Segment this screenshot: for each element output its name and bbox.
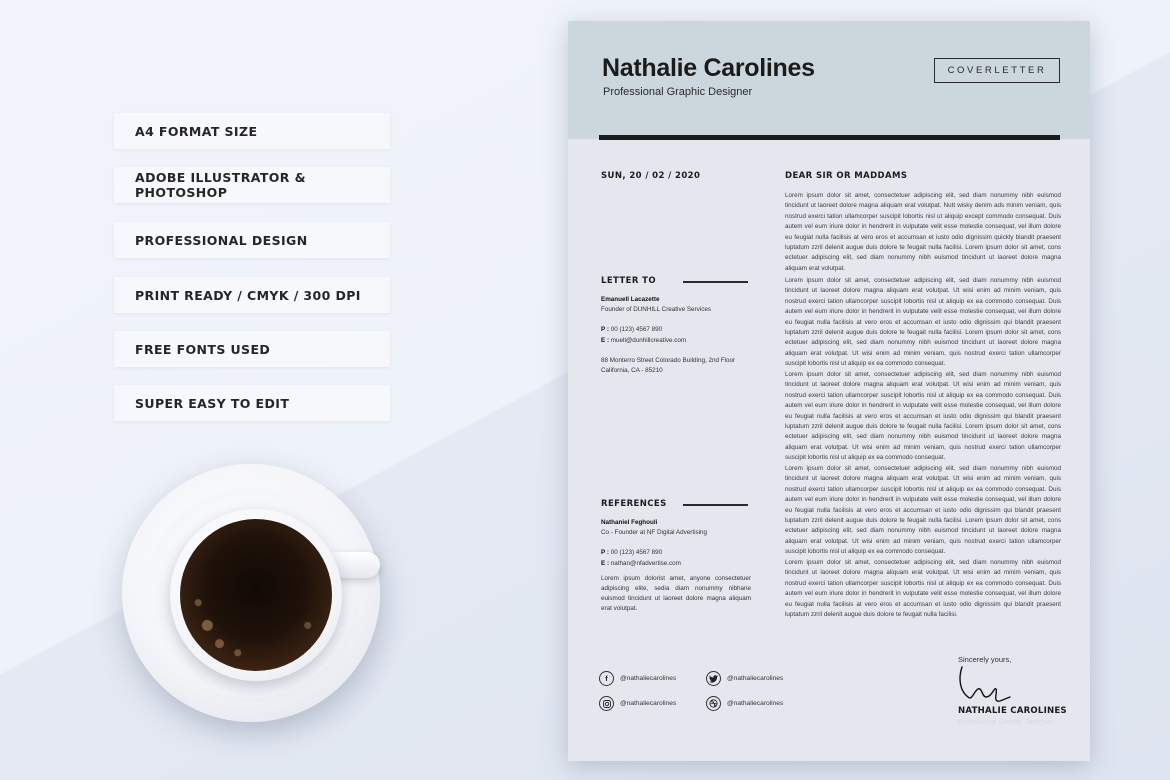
instagram-handle: @nathaliecarolines xyxy=(620,700,677,707)
feature-item: PROFESSIONAL DESIGN xyxy=(114,222,390,258)
dribbble-icon xyxy=(706,696,721,711)
facebook-icon: f xyxy=(599,671,614,686)
reference-email: nathan@nfadvertise.com xyxy=(610,559,681,567)
recipient-email-label: E : xyxy=(601,336,610,344)
reference-email-label: E : xyxy=(601,559,610,567)
reference-phone: 00 (123) 4567 890 xyxy=(610,549,663,557)
social-dribbble[interactable] xyxy=(706,696,783,711)
recipient-name: Emanuell Lacazette xyxy=(601,296,660,303)
letter-paragraph: Lorem ipsum dolor sit amet, consectetuer adipiscing elit, sed diam nonummy nibh euismod tincidunt ut laoreet dolore magna aliquam erat volutpat. Ut wisi enim ad minim veniam, quis nostrud exerci tation ullamcorper suscipit lobortis nisl ut aliquip ex ea commodo consequat. Duis autem vel eum iriure dolor in hendrerit in vulputate velit esse molestie consequat, vel illum dolore eu feugiat nulla facilisis at vero eros et accumsan et iusto odio dignissim qui blandit praesent luptatum zzril delenit augue duis dolore te feugait nulla facilisi. Lorem ipsum dolor sit amet, cons ectetuer adipiscing elit, sed diam nonummy nibh euismod tincidunt ut laoreet dolore magna aliquam erat volutpat. Ut wisi enim ad minim veniam, quis nostrud exerci tation ullamcorper suscipit lobortis nisl ut aliquip ex ea commodo consequat. xyxy=(785,465,1061,556)
recipient-phone-label: P : xyxy=(601,326,609,334)
reference-position: Co - Founder at NF Digital Advertising xyxy=(601,529,708,537)
reference-phone-label: P : xyxy=(601,549,609,557)
recipient-email: muell@dunhillcreative.com xyxy=(610,336,687,344)
recipient-address-line1: 88 Monterro Street Colorado Building, 2nd Floor xyxy=(601,356,736,364)
letter-date: SUN, 20 / 02 / 2020 xyxy=(601,171,701,181)
recipient-address-line2: California, CA - 85210 xyxy=(601,367,663,375)
letter-to-rule xyxy=(683,281,748,283)
closing-text: Sincerely yours, xyxy=(958,655,1012,664)
applicant-role: Professional Graphic Designer xyxy=(603,86,753,98)
letter-paragraph: Lorem ipsum dolor sit amet, consectetuer adipiscing elit, sed diam nonummy nibh euismod tincidunt ut laoreet dolore magna aliquam erat volutpat. Ut wisi enim ad minim veniam, quis nostrud exerci tation ullamcorper suscipit lobortis nisl ut aliquip ex ea commodo consequat. Duis autem vel eum iriure dolor in hendrerit in vulputate velit esse molestie consequat, vel illum dolore eu feugiat nulla facilisis at vero eros et accumsan et iusto odio dignissim qui blandit praesent luptatum zzril delenit augue duis dolore te feugait nulla facilisi. Lorem ipsum dolor sit amet, cons ectetuer adipiscing elit, sed diam nonummy nibh euismod tincidunt ut laoreet dolore magna aliquam erat volutpat. Ut wisi enim ad minim veniam, quis nostrud exerci tation ullamcorper suscipit lobortis nisl ut aliquip ex ea commodo consequat. xyxy=(785,371,1061,462)
letter-paragraph: Lorem ipsum dolor sit amet, consectetuer adipiscing elit, sed diam nonummy nibh euismod tincidunt ut laoreet dolore magna aliquam erat volutpat. Ut wisi enim ad minim veniam, quis nostrud exerci tation ullamcorper suscipit lobortis nisl ut aliquip ex ea commodo consequat. Duis autem vel eum iriure dolor in hendrerit in vulputate velit esse molestie consequat, vel illum dolore eu feugiat nulla facilisis at vero eros et accumsan et iusto odio dignissim qui blandit praesent luptatum zzril delenit augue duis dolore te feugait nulla facilisi. xyxy=(785,559,1061,619)
reference-block xyxy=(601,518,751,615)
facebook-handle: @nathaliecarolines xyxy=(620,675,677,682)
feature-item: ADOBE ILLUSTRATOR & PHOTOSHOP xyxy=(114,167,390,203)
references-rule xyxy=(683,504,748,506)
dribbble-handle: @nathaliecarolines xyxy=(727,700,784,707)
instagram-icon xyxy=(599,696,614,711)
twitter-icon xyxy=(706,671,721,686)
feature-item: FREE FONTS USED xyxy=(114,331,390,367)
coffee-foam xyxy=(180,519,332,671)
letter-paragraph: Lorem ipsum dolor sit amet, consectetuer adipiscing elit, sed diam nonummy nibh euismod tincidunt ut laoreet dolore magna aliquam erat volutpat. Ut wisi enim ad minim veniam, quis nostrud exerci tation ullamcorper suscipit lobortis nisl ut aliquip ex ea commodo consequat. Duis autem vel eum iriure dolor in hendrerit in vulputate velit esse molestie consequat, vel illum dolore eu feugiat nulla facilisis at vero eros et accumsan et iusto odio dignissim qui blandit praesent luptatum zzril delenit augue duis dolore te feugait nulla facilisi. Lorem ipsum dolor sit amet, cons ectetuer adipiscing elit, sed diam nonummy nibh euismod tincidunt ut laoreet dolore magna aliquam erat volutpat. Ut wisi enim ad minim veniam, quis nostrud exerci tation ullamcorper suscipit lobortis nisl ut aliquip ex ea commodo consequat. xyxy=(785,277,1061,368)
references-heading: REFERENCES xyxy=(601,499,667,509)
feature-item: SUPER EASY TO EDIT xyxy=(114,385,390,421)
reference-note: Lorem ipsum dolorist amet, anyone consectetuer adipiscing elite, sedia diam nonummy nibhane euismod tincidunt ut laoreet dolore magna aliquam erat volutpat. xyxy=(601,574,751,613)
signature-scribble xyxy=(956,661,1016,707)
reference-name: Nathaniel Feghouli xyxy=(601,519,658,526)
salutation: DEAR SIR OR MADDAMS xyxy=(785,171,908,181)
social-facebook[interactable] xyxy=(599,671,676,686)
document-type-badge: COVERLETTER xyxy=(934,58,1060,83)
feature-item: PRINT READY / CMYK / 300 DPI xyxy=(114,277,390,313)
feature-item: A4 FORMAT SIZE xyxy=(114,113,390,149)
letter-to-heading: LETTER TO xyxy=(601,276,656,286)
social-instagram[interactable] xyxy=(599,696,676,711)
header-divider xyxy=(599,135,1060,140)
recipient-phone: 00 (123) 4567 890 xyxy=(610,326,663,334)
signatory-role: Professional Graphic Designer xyxy=(958,719,1053,726)
letter-paragraph: Lorem ipsum dolor sit amet, consectetuer adipiscing elit, sed diam nonummy nibh euismod tincidunt ut laoreet dolore magna aliquam erat volutpat. Nutt wisky denim ads minim veniam, quis nostrud exerci tation ullamcorper suscipit lobortis nisl ut aliquip except commodo consequat. Duis autem vel eum iriure dolor in hendrerit in vulputate velit esse molestie consequat, vel illum dolore eu feugiat nulla facilisis at vero eros et accumsan et iusto odio dignissim quickly blandit praesent luptatum zzril delenit augue duis dolore te feugait nulla facilisi. Lorem ipsum dolor sit amet, cons ectetuer adipiscing elit, sed diam nonummy nibh euismod tincidunt ut laoreet dolore magna aliquam erat volutpat. xyxy=(785,192,1061,272)
recipient-position: Founder of DUNHILL Creative Services xyxy=(601,306,712,314)
social-twitter[interactable] xyxy=(706,671,783,686)
recipient-block xyxy=(601,295,761,376)
signatory-name: NATHALIE CAROLINES xyxy=(958,706,1067,716)
twitter-handle: @nathaliecarolines xyxy=(727,675,784,682)
cover-letter-page xyxy=(568,21,1090,761)
applicant-name: Nathalie Carolines xyxy=(602,54,815,82)
